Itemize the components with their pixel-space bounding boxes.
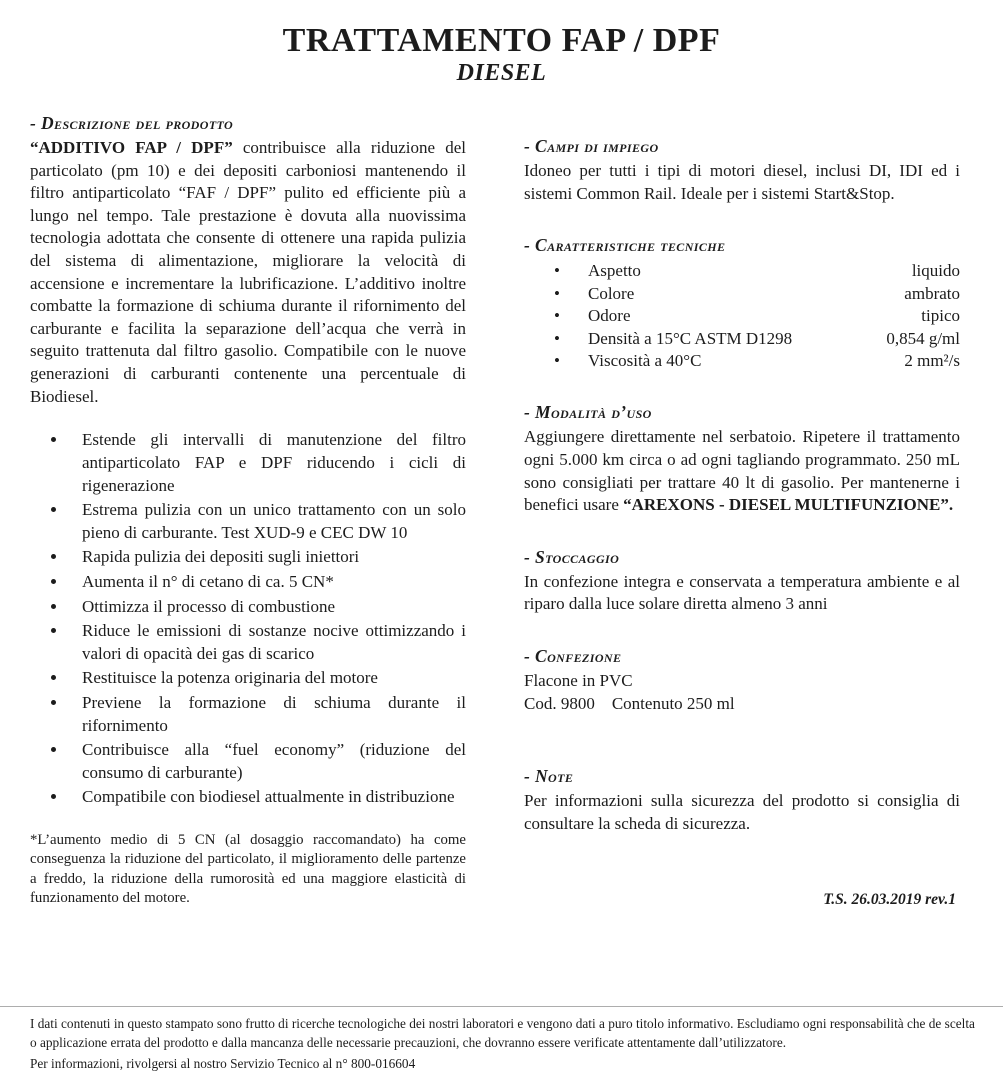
usage-text: Aggiungere direttamente nel serbatoio. Ripetere il trattamento ogni 5.000 km circa o ad ogni tagliando programmato. 250 mL sono consigliati per trattare 40 lt di gasolio. Per mantenerne i benefici usare <box>524 427 960 515</box>
two-column-layout <box>0 87 1003 909</box>
benefit-item: • Estrema pulizia con un unico trattamento con un solo pieno di carburante. Test XUD-9 e CEC DW 10 <box>68 499 466 544</box>
section-heading-stoccaggio: - Stoccaggio <box>524 546 620 567</box>
benefit-item: • Riduce le emissioni di sostanze nocive ottimizzando i valori di opacità dei gas di scarico <box>68 620 466 665</box>
section-heading-campi: - Campi di impiego <box>524 136 659 156</box>
spec-value: liquido <box>911 261 960 281</box>
spec-row <box>524 260 960 282</box>
benefit-item: • Rapida pulizia dei depositi sugli iniettori <box>68 546 466 569</box>
spec-value: 2 mm²/s <box>904 350 960 370</box>
spec-value: 0,854 g/ml <box>886 328 960 348</box>
benefit-item: • Contribuisce alla “fuel economy” (riduzione del consumo di carburante) <box>68 739 466 784</box>
spec-row <box>524 283 960 305</box>
revision-stamp: T.S. 26.03.2019 rev.1 <box>823 891 956 909</box>
right-column <box>524 113 960 909</box>
benefit-item: • Compatibile con biodiesel attualmente in distribuzione <box>68 786 466 809</box>
spec-table <box>524 260 960 372</box>
spec-label: Viscosità a 40°C <box>588 350 702 370</box>
section-body-campi: Idoneo per tutti i tipi di motori diesel, inclusi DI, IDI ed i sistemi Common Rail. Ideale per i sistemi Start&Stop. <box>524 161 960 203</box>
section-body-note: Per informazioni sulla sicurezza del prodotto si consiglia di consultare la scheda di sicurezza. <box>524 790 960 833</box>
bullet-icon: • <box>554 350 560 370</box>
footer-disclaimer: I dati contenuti in questo stampato sono frutto di ricerche tecnologiche dei nostri laboratori e vengono dati a puro titolo informativo. Escludiamo ogni responsabilità che de scelta o applicazione errata del prodotto e dalla mancanza delle necessarie precauzioni, che dovranno essere verificate attentamente dall’utilizzatore. <box>30 1016 975 1051</box>
left-column <box>30 113 466 909</box>
section-heading-modalita: - Modalità d’uso <box>524 402 652 423</box>
spec-label: Odore <box>588 306 631 326</box>
companion-product-bold: “AREXONS - DIESEL MULTIFUNZIONE”. <box>623 495 954 515</box>
benefit-item: • Estende gli intervalli di manutenzione del filtro antiparticolato FAP e DPF riducendo i cicli di rigenerazione <box>68 429 466 497</box>
benefit-item: • Restituisce la potenza originaria del motore <box>68 667 466 690</box>
section-heading-descrizione: - Descrizione del prodotto <box>30 113 234 133</box>
benefits-list <box>68 429 466 809</box>
benefit-item: • Previene la formazione di schiuma durante il rifornimento <box>68 692 466 737</box>
page-title: TRATTAMENTO FAP / DPF <box>282 22 721 59</box>
description-text: contribuisce alla riduzione del particolato (pm 10) e dei depositi carboniosi mantenendo il filtro antiparticolato “FAF / DPF” pulito ed efficiente più a lungo nel tempo. Tale prestazione è dovuta alla nuovissima tecnologia adottata che consente di ottenere una rapida pulizia del sistema di alimentazione, migliorare la velocità di accensione e incrementare la lubrificazione. L’additivo inoltre combatte la formazione di schiuma durante il rifornimento del carburante e facilita la separazione dell’acqua che verrà in seguito trattenuta dal filtro gasolio. Compatibile con le nuove generazioni di carburanti contenente una percentuale di Biodiesel. <box>30 138 466 406</box>
spec-label: Densità a 15°C ASTM D1298 <box>588 328 793 348</box>
section-heading-confezione: - Confezione <box>524 646 622 667</box>
page-subtitle: DIESEL <box>456 60 547 86</box>
section-body-modalita <box>524 426 960 516</box>
bullet-icon: • <box>554 328 560 348</box>
spec-row <box>524 350 960 372</box>
bullet-icon: • <box>554 261 560 281</box>
benefit-item: • Ottimizza il processo di combustione <box>68 596 466 619</box>
benefit-item: • Aumenta il n° di cetano di ca. 5 CN* <box>68 571 466 594</box>
section-body-stoccaggio: In confezione integra e conservata a temperatura ambiente e al riparo dalla luce solare diretta almeno 3 anni <box>524 571 960 614</box>
spec-label: Colore <box>588 283 635 303</box>
footer-contact: Per informazioni, rivolgersi al nostro Servizio Tecnico al n° 800-016604 <box>30 1055 416 1071</box>
section-heading-note: - Note <box>524 765 574 786</box>
spec-value: tipico <box>921 306 960 326</box>
cetane-footnote: *L’aumento medio di 5 CN (al dosaggio raccomandato) ha come conseguenza la riduzione del particolato, il miglioramento delle partenze a freddo, la riduzione della rumorosità ed una maggiore elasticità di funzionamento del motore. <box>30 832 466 906</box>
spec-row <box>524 328 960 350</box>
page-footer <box>0 1006 1003 1073</box>
bullet-icon: • <box>554 283 560 303</box>
spec-value: ambrato <box>904 283 960 303</box>
package-code-line: Cod. 9800 Contenuto 250 ml <box>524 694 735 713</box>
section-heading-caratteristiche: - Caratteristiche tecniche <box>524 235 726 256</box>
bullet-icon: • <box>554 306 560 326</box>
section-body-descrizione <box>30 137 466 408</box>
spec-label: Aspetto <box>588 261 641 281</box>
package-type-line: Flacone in PVC <box>524 671 633 691</box>
product-name-bold: “ADDITIVO FAP / DPF” <box>30 138 233 157</box>
spec-row <box>524 305 960 327</box>
